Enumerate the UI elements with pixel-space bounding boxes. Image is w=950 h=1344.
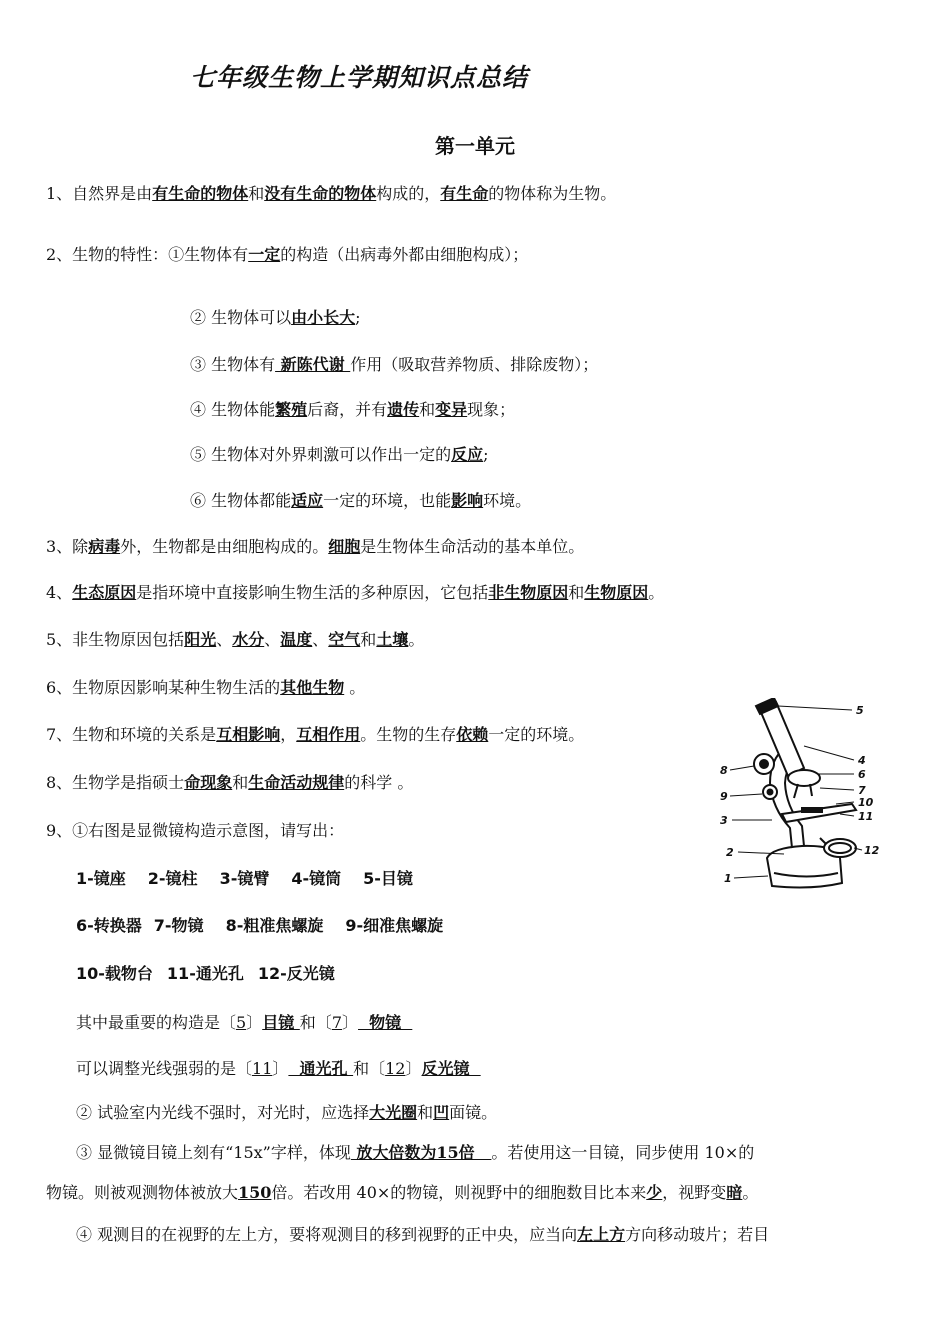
item-2-sub-6: ⑥ 生物体都能适应一定的环境，也能影响环境。 <box>190 491 532 510</box>
item-2-sub-2: ② 生物体可以由小长大; <box>190 308 361 327</box>
figure-label-4: 4 <box>858 754 866 767</box>
item-3: 3、除病毒外，生物都是由细胞构成的。细胞是生物体生命活动的基本单位。 <box>46 537 585 556</box>
question-2: ② 试验室内光线不强时，对光时，应选择大光圈和凹面镜。 <box>76 1103 498 1122</box>
item-2-sub-5: ⑤ 生物体对外界刺激可以作出一定的反应; <box>190 445 489 464</box>
item-1: 1、自然界是由有生命的物体和没有生命的物体构成的，有生命的物体称为生物。 <box>46 184 617 203</box>
item-2-sub-3: ③ 生物体有 新陈代谢 作用（吸取营养物质、排除废物）； <box>190 355 599 374</box>
figure-label-7: 7 <box>858 784 866 797</box>
parts-row-1: 1-镜座 2-镜柱 3-镜臂 4-镜筒 5-目镜 <box>76 869 413 888</box>
item-8: 8、生物学是指硕士命现象和生命活动规律的科学 。 <box>46 773 414 792</box>
item-5: 5、非生物原因包括阳光、水分、温度、空气和土壤。 <box>46 630 425 649</box>
question-3-line-2: 物镜。则被观测物体被放大150倍。若改用 40×的物镜，则视野中的细胞数目比本来少，视野变暗。 <box>46 1183 759 1202</box>
figure-label-5: 5 <box>856 704 864 717</box>
question-light-adjust: 可以调整光线强弱的是〔11〕 通光孔 和〔12〕反光镜 <box>76 1059 481 1078</box>
unit-heading: 第一单元 <box>435 134 515 158</box>
figure-label-2: 2 <box>726 846 734 859</box>
item-2-sub-4: ④ 生物体能繁殖后裔，并有遗传和变异现象； <box>190 400 516 419</box>
figure-label-8: 8 <box>720 764 728 777</box>
figure-label-12: 12 <box>864 844 880 857</box>
question-4: ④ 观测目的在视野的左上方，要将观测目的移到视野的正中央，应当向左上方方向移动玻片；若目 <box>76 1225 770 1244</box>
item-7: 7、生物和环境的关系是互相影响，互相作用。生物的生存依赖一定的环境。 <box>46 725 585 744</box>
question-important-parts: 其中最重要的构造是〔5〕目镜 和〔7〕 物镜 <box>76 1013 413 1032</box>
microscope-diagram <box>712 698 882 898</box>
figure-label-1: 1 <box>724 872 732 885</box>
item-9: 9、①右图是显微镜构造示意图，请写出： <box>46 821 345 840</box>
parts-row-2: 6-转换器 7-物镜 8-粗准焦螺旋 9-细准焦螺旋 <box>76 916 444 935</box>
figure-label-6: 6 <box>858 768 866 781</box>
figure-label-11: 11 <box>858 810 874 823</box>
figure-label-9: 9 <box>720 790 728 803</box>
question-3-line-1: ③ 显微镜目镜上刻有“15x”字样，体现 放大倍数为15倍 。若使用这一目镜，同步使用 10×的 <box>76 1143 755 1162</box>
item-4: 4、生态原因是指环境中直接影响生物生活的多种原因，它包括非生物原因和生物原因。 <box>46 583 665 602</box>
figure-label-10: 10 <box>858 796 874 809</box>
item-2: 2、生物的特性：①生物体有一定的构造（出病毒外都由细胞构成）； <box>46 245 529 264</box>
figure-label-3: 3 <box>720 814 728 827</box>
document-title: 七年级生物上学期知识点总结 <box>190 63 529 92</box>
parts-row-3: 10-载物台 11-通光孔 12-反光镜 <box>76 964 335 983</box>
item-6: 6、生物原因影响某种生物生活的其他生物 。 <box>46 678 366 697</box>
